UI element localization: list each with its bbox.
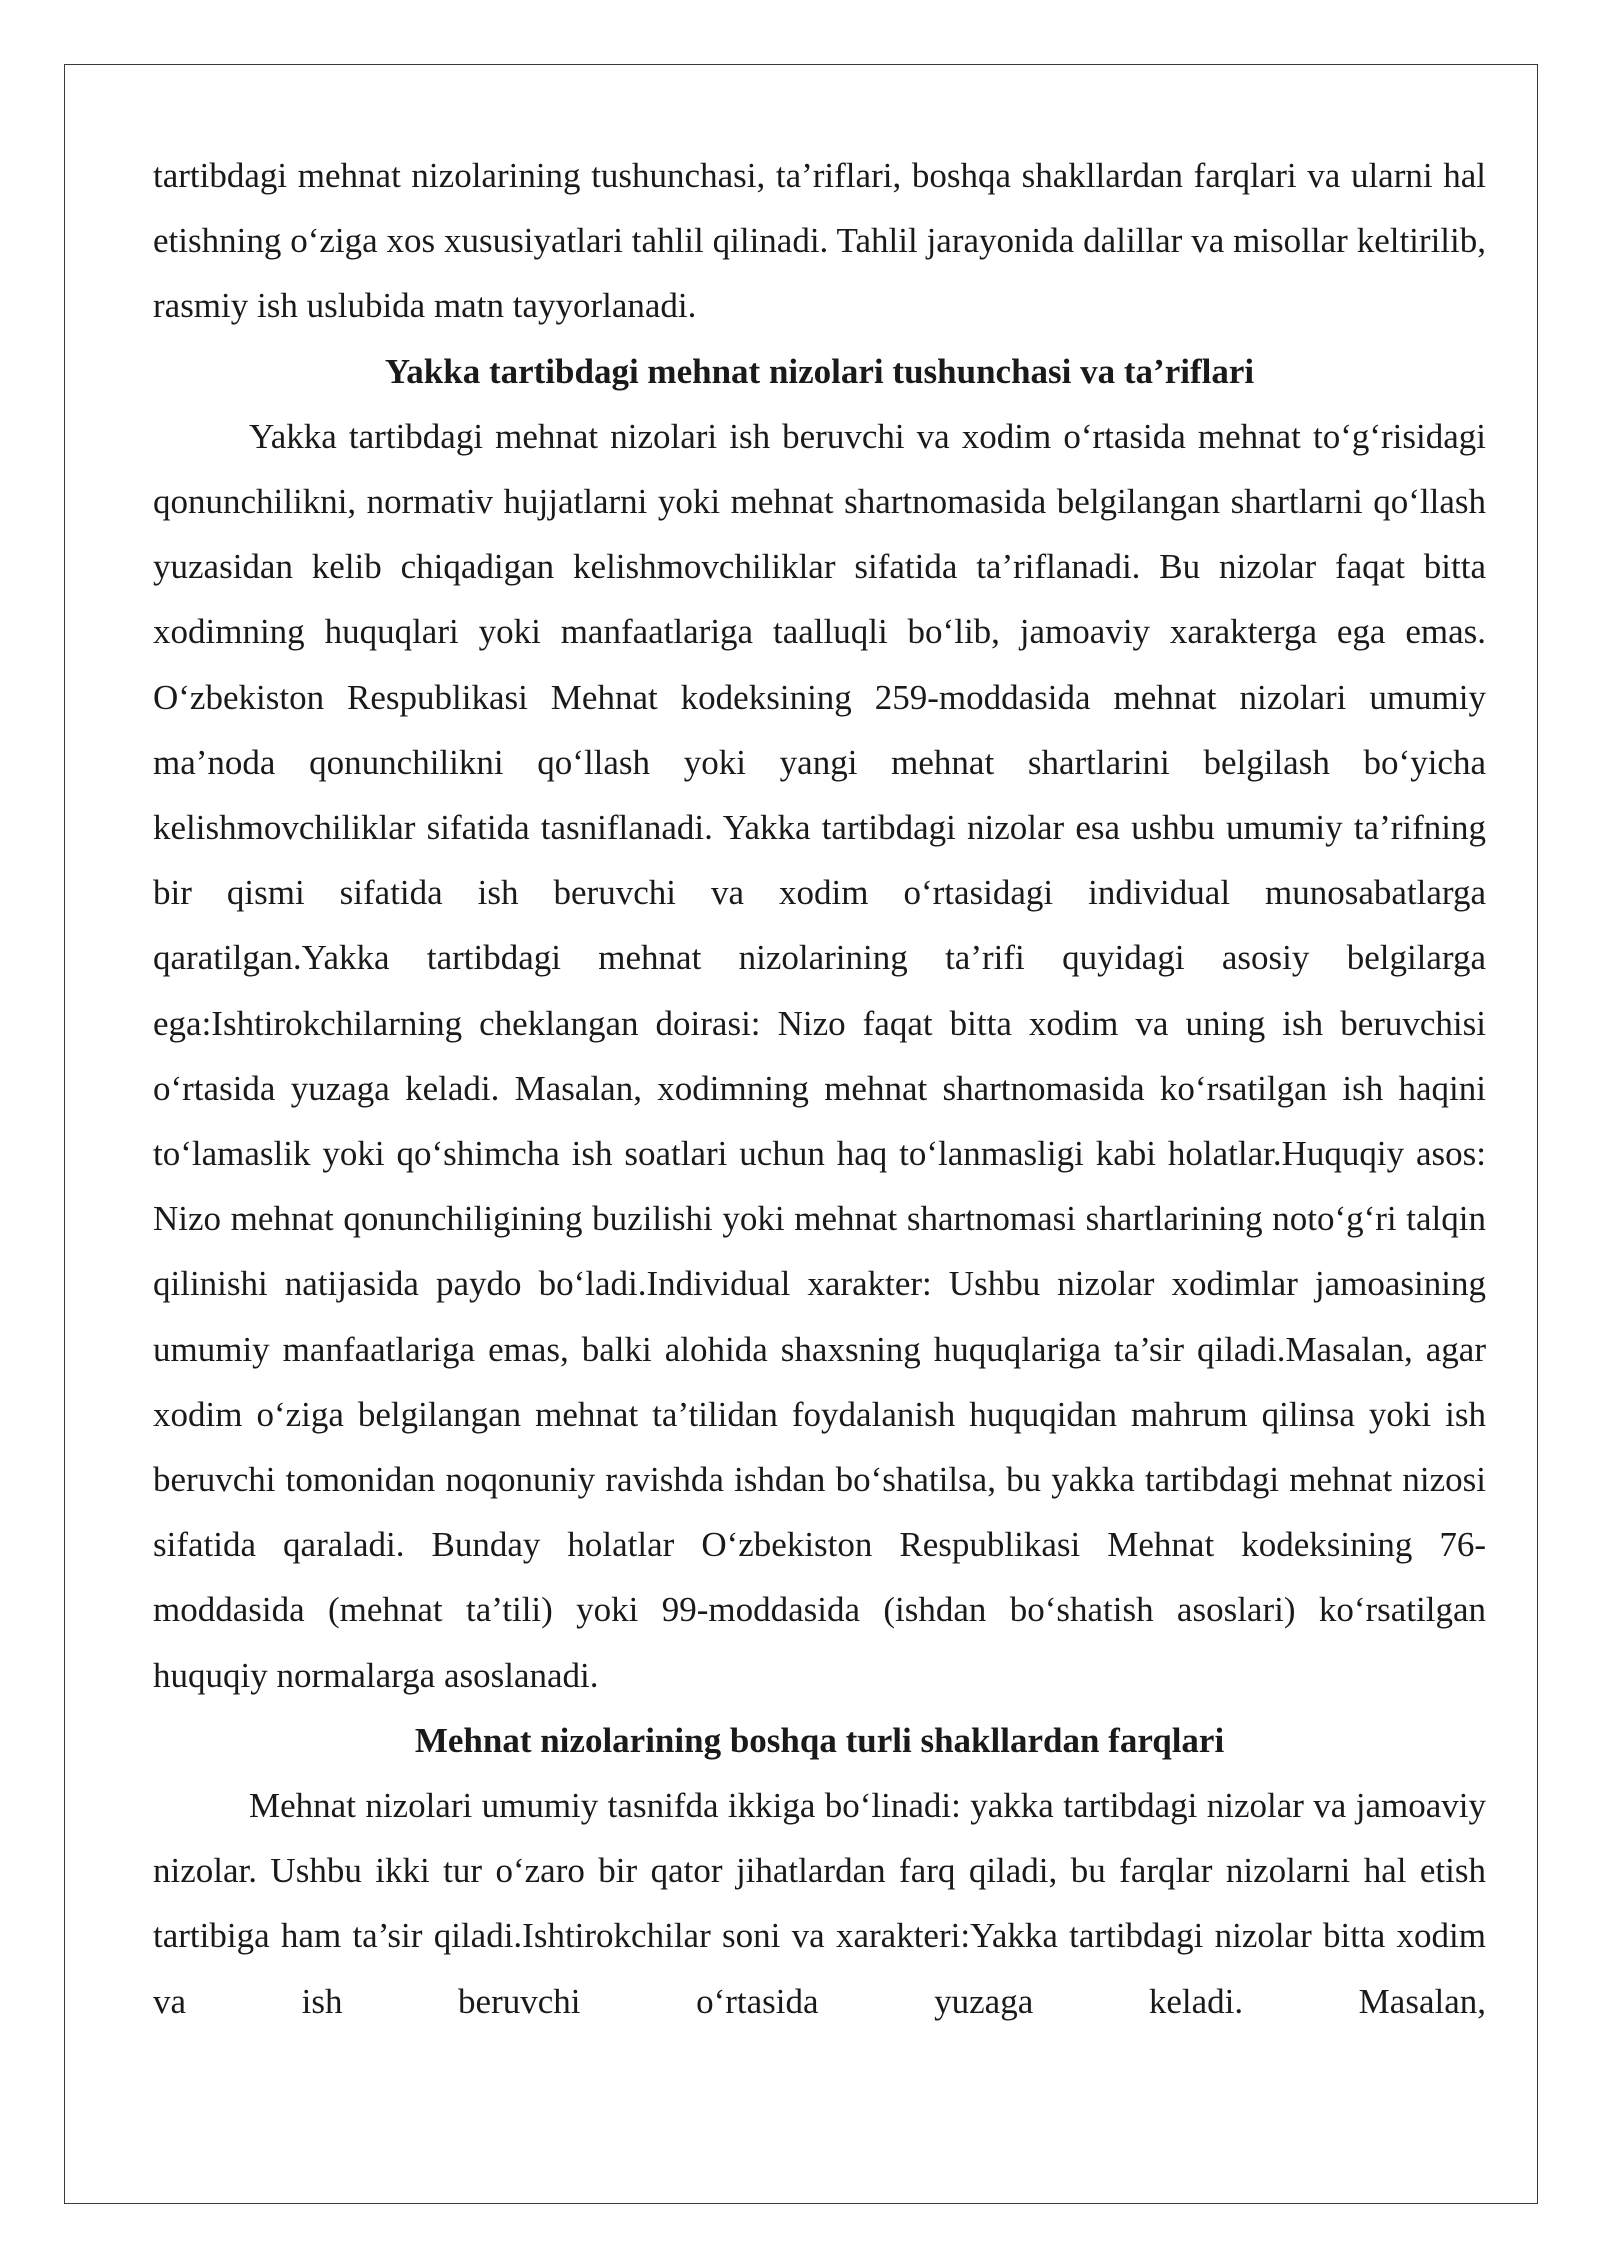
section-heading-2: Mehnat nizolarining boshqa turli shakllardan farqlari bbox=[414, 1720, 1225, 1760]
section-heading-1: Yakka tartibdagi mehnat nizolari tushunchasi va ta’riflari bbox=[384, 351, 1255, 391]
section-1-paragraph: Yakka tartibdagi mehnat nizolari ish beruvchi va xodim o‘rtasida mehnat to‘g‘risidagi qonunchilikni, normativ hujjatlarni yoki mehnat shartnomasida belgilangan shartlarni qo‘llash yuzasidan kelib chiqadigan kelishmovchiliklar sifatida ta’riflanadi. Bu nizolar faqat bitta xodimning huquqlari yoki manfaatlariga taalluqli bo‘lib, jamoaviy xarakterga ega emas. O‘zbekiston Respublikasi Mehnat kodeksining 259-moddasida mehnat nizolari umumiy ma’noda qonunchilikni qo‘llash yoki yangi mehnat shartlarini belgilash bo‘yicha kelishmovchiliklar sifatida tasniflanadi. Yakka tartibdagi nizolar esa ushbu umumiy ta’rifning bir qismi sifatida ish beruvchi va xodim o‘rtasidagi individual munosabatlarga qaratilgan.Yakka tartibdagi mehnat nizolarining ta’rifi quyidagi asosiy belgilarga ega:Ishtirokchilarning cheklangan doirasi: Nizo faqat bitta xodim va uning ish beruvchisi o‘rtasida yuzaga keladi. Masalan, xodimning mehnat shartnomasida ko‘rsatilgan ish haqini to‘lamaslik yoki qo‘shimcha ish soatlari uchun haq to‘lanmasligi kabi holatlar.Huquqiy asos: Nizo mehnat qonunchiligining buzilishi yoki mehnat shartnomasi shartlarining noto‘g‘ri talqin qilinishi natijasida paydo bo‘ladi.Individual xarakter: Ushbu nizolar xodimlar jamoasining umumiy manfaatlariga emas, balki alohida shaxsning huquqlariga ta’sir qiladi.Masalan, agar xodim o‘ziga belgilangan mehnat ta’tilidan foydalanish huquqidan mahrum qilinsa yoki ish beruvchi tomonidan noqonuniy ravishda ishdan bo‘shatilsa, bu yakka tartibdagi mehnat nizosi sifatida qaraladi. Bunday holatlar O‘zbekiston Respublikasi Mehnat kodeksining 76-moddasida (mehnat ta’tili) yoki 99-moddasida (ishdan bo‘shatish asoslari) ko‘rsatilgan huquqiy normalarga asoslanadi. bbox=[153, 416, 1486, 1695]
intro-paragraph: tartibdagi mehnat nizolarining tushunchasi, ta’riflari, boshqa shakllardan farqlari va ularni hal etishning o‘ziga xos xususiyatlari tahlil qilinadi. Tahlil jarayonida dalillar va misollar keltirilib, rasmiy ish uslubida matn tayyorlanadi. bbox=[153, 156, 1486, 326]
section-2-paragraph: Mehnat nizolari umumiy tasnifda ikkiga bo‘linadi: yakka tartibdagi nizolar va jamoaviy nizolar. Ushbu ikki tur o‘zaro bir qator jihatlardan farq qiladi, bu farqlar nizolarni hal etish tartibiga ham ta’sir qiladi.Ishtirokchilar soni va xarakteri:Yakka tartibdagi nizolar bitta xodim va ish beruvchi o‘rtasida yuzaga keladi. Masalan, bbox=[153, 1786, 1486, 2021]
document-body bbox=[153, 143, 1486, 2034]
